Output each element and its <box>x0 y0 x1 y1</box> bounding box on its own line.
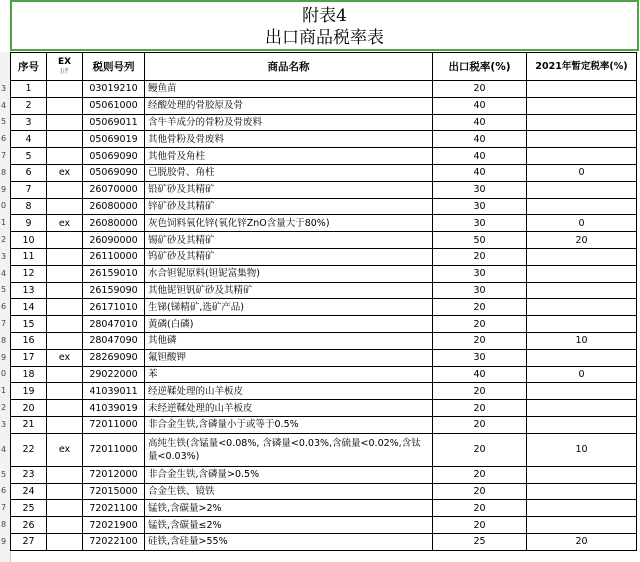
cell-ex[interactable] <box>47 416 83 433</box>
row-number[interactable]: 5 <box>1 469 7 479</box>
cell-name[interactable]: 经逆鞣处理的山羊板皮 <box>145 383 433 400</box>
table-row <box>11 282 637 299</box>
cell-rate[interactable]: 20 <box>433 416 527 433</box>
cell-name[interactable]: 氟钽酸钾 <box>145 349 433 366</box>
row-number[interactable]: 5 <box>1 117 7 127</box>
cell-seq[interactable]: 4 <box>11 131 47 148</box>
cell-ex[interactable] <box>47 383 83 400</box>
cell-code[interactable]: 26070000 <box>83 181 145 198</box>
cell-temp-rate[interactable]: 20 <box>527 533 637 550</box>
cell-temp-rate[interactable] <box>527 131 637 148</box>
cell-seq[interactable]: 16 <box>11 332 47 349</box>
table-row <box>11 517 637 534</box>
cell-temp-rate[interactable]: 20 <box>527 232 637 249</box>
row-number[interactable]: 1 <box>1 386 7 396</box>
cell-rate[interactable]: 30 <box>433 265 527 282</box>
table-row <box>11 466 637 483</box>
table-row <box>11 299 637 316</box>
cell-rate[interactable]: 40 <box>433 114 527 131</box>
table-row <box>11 164 637 181</box>
row-number[interactable]: 5 <box>1 285 7 295</box>
cell-rate[interactable]: 20 <box>433 81 527 98</box>
cell-seq[interactable]: 18 <box>11 366 47 383</box>
cell-seq[interactable]: 14 <box>11 299 47 316</box>
cell-rate[interactable]: 25 <box>433 533 527 550</box>
cell-ex[interactable]: ex <box>47 433 83 466</box>
cell-code[interactable]: 05061000 <box>83 97 145 114</box>
row-number[interactable]: 9 <box>1 536 7 546</box>
cell-name[interactable]: 合金生铁、镜铁 <box>145 483 433 500</box>
table-row <box>11 400 637 417</box>
cell-code[interactable]: 28047090 <box>83 332 145 349</box>
table-row <box>11 332 637 349</box>
cell-name[interactable]: 其他磷 <box>145 332 433 349</box>
cell-seq[interactable]: 19 <box>11 383 47 400</box>
table-row <box>11 533 637 550</box>
cell-rate[interactable]: 30 <box>433 349 527 366</box>
table-row <box>11 483 637 500</box>
cell-rate[interactable]: 40 <box>433 97 527 114</box>
cell-ex[interactable] <box>47 500 83 517</box>
row-number[interactable]: 9 <box>1 184 7 194</box>
row-number[interactable]: 4 <box>1 444 7 454</box>
cell-name[interactable]: 含牛羊成分的骨粉及骨废料 <box>145 114 433 131</box>
cell-temp-rate[interactable] <box>527 500 637 517</box>
table-row <box>11 500 637 517</box>
cell-rate[interactable]: 20 <box>433 332 527 349</box>
cell-name[interactable]: 生锑(锑精矿,选矿产品) <box>145 299 433 316</box>
cell-seq[interactable]: 13 <box>11 282 47 299</box>
cell-rate[interactable]: 40 <box>433 148 527 165</box>
cell-code[interactable]: 72012000 <box>83 466 145 483</box>
cell-code[interactable]: 26159010 <box>83 265 145 282</box>
cell-ex[interactable] <box>47 198 83 215</box>
cell-name[interactable]: 其他骨及角柱 <box>145 148 433 165</box>
table-row <box>11 181 637 198</box>
cell-name[interactable]: 非合金生铁,含磷量>0.5% <box>145 466 433 483</box>
cell-name[interactable]: 其他铌钽钒矿砂及其精矿 <box>145 282 433 299</box>
cell-code[interactable]: 72021900 <box>83 517 145 534</box>
cell-temp-rate[interactable] <box>527 400 637 417</box>
row-number[interactable]: 7 <box>1 503 7 513</box>
row-number[interactable]: 8 <box>1 167 7 177</box>
cell-ex[interactable] <box>47 332 83 349</box>
cell-seq[interactable]: 8 <box>11 198 47 215</box>
cell-code[interactable]: 41039011 <box>83 383 145 400</box>
cell-temp-rate[interactable]: 0 <box>527 164 637 181</box>
table-row <box>11 265 637 282</box>
cell-rate[interactable]: 30 <box>433 198 527 215</box>
cell-name[interactable]: 铅矿砂及其精矿 <box>145 181 433 198</box>
row-number[interactable]: 2 <box>1 235 7 245</box>
cell-temp-rate[interactable] <box>527 248 637 265</box>
cell-rate[interactable]: 20 <box>433 483 527 500</box>
cell-code[interactable]: 03019210 <box>83 81 145 98</box>
cell-name[interactable]: 其他骨粉及骨废料 <box>145 131 433 148</box>
cell-code[interactable]: 05069090 <box>83 164 145 181</box>
cell-temp-rate[interactable]: 0 <box>527 215 637 232</box>
cell-seq[interactable]: 22 <box>11 433 47 466</box>
cell-temp-rate[interactable]: 10 <box>527 332 637 349</box>
cell-rate[interactable]: 30 <box>433 181 527 198</box>
cell-rate[interactable]: 20 <box>433 316 527 333</box>
cell-ex[interactable] <box>47 148 83 165</box>
cell-name[interactable]: 灰色饲料氧化锌(氧化锌ZnO含量大于80%) <box>145 215 433 232</box>
cell-seq[interactable]: 17 <box>11 349 47 366</box>
cell-ex[interactable] <box>47 533 83 550</box>
cell-rate[interactable]: 30 <box>433 215 527 232</box>
table-row <box>11 416 637 433</box>
cell-seq[interactable]: 1 <box>11 81 47 98</box>
cell-seq[interactable]: 23 <box>11 466 47 483</box>
cell-code[interactable]: 26110000 <box>83 248 145 265</box>
cell-rate[interactable]: 40 <box>433 164 527 181</box>
cell-ex[interactable]: ex <box>47 215 83 232</box>
cell-ex[interactable]: ex <box>47 349 83 366</box>
cell-temp-rate[interactable] <box>527 517 637 534</box>
table-row <box>11 433 637 466</box>
cell-code[interactable]: 72021100 <box>83 500 145 517</box>
table-title: 出口商品税率表 <box>265 28 384 48</box>
cell-seq[interactable]: 2 <box>11 97 47 114</box>
appendix-label: 附表4 <box>302 6 347 26</box>
cell-ex[interactable] <box>47 366 83 383</box>
table-row <box>11 114 637 131</box>
cell-rate[interactable]: 20 <box>433 248 527 265</box>
row-number[interactable]: 7 <box>1 151 7 161</box>
cell-code[interactable]: 72022100 <box>83 533 145 550</box>
table-row <box>11 349 637 366</box>
cell-name[interactable]: 硅铁,含硅量>55% <box>145 533 433 550</box>
cell-temp-rate[interactable] <box>527 416 637 433</box>
cell-seq[interactable]: 9 <box>11 215 47 232</box>
header-name[interactable]: 商品名称 <box>145 53 433 81</box>
cell-temp-rate[interactable] <box>527 316 637 333</box>
cell-ex[interactable] <box>47 299 83 316</box>
cell-code[interactable]: 26090000 <box>83 232 145 249</box>
table-row <box>11 383 637 400</box>
cell-seq[interactable]: 24 <box>11 483 47 500</box>
cell-rate[interactable]: 40 <box>433 366 527 383</box>
cell-ex[interactable] <box>47 483 83 500</box>
cell-ex[interactable] <box>47 81 83 98</box>
row-number[interactable]: 8 <box>1 520 7 530</box>
cell-ex[interactable] <box>47 181 83 198</box>
cell-temp-rate[interactable] <box>527 265 637 282</box>
cell-name[interactable]: 鳗鱼苗 <box>145 81 433 98</box>
cell-temp-rate[interactable] <box>527 181 637 198</box>
cell-temp-rate[interactable] <box>527 466 637 483</box>
cell-rate[interactable]: 20 <box>433 500 527 517</box>
row-number[interactable]: 6 <box>1 486 7 496</box>
header-rate[interactable]: 出口税率(%) <box>433 53 527 81</box>
table-row <box>11 232 637 249</box>
table-row <box>11 97 637 114</box>
cell-temp-rate[interactable] <box>527 349 637 366</box>
cell-name[interactable]: 经酸处理的骨胶原及骨 <box>145 97 433 114</box>
cell-seq[interactable]: 12 <box>11 265 47 282</box>
row-number[interactable]: 6 <box>1 134 7 144</box>
cell-name[interactable]: 已脱胶骨、角柱 <box>145 164 433 181</box>
header-seq[interactable]: 序号 <box>11 53 47 81</box>
row-number[interactable]: 3 <box>1 251 7 261</box>
row-number[interactable]: 8 <box>1 335 7 345</box>
cell-code[interactable]: 41039019 <box>83 400 145 417</box>
cell-rate[interactable]: 20 <box>433 466 527 483</box>
cell-seq[interactable]: 6 <box>11 164 47 181</box>
header-ex[interactable] <box>47 53 83 81</box>
cell-name[interactable]: 锰铁,含碳量≤2% <box>145 517 433 534</box>
header-ex-sub: [评 <box>60 67 69 75</box>
header-ex-label: EX <box>57 56 72 67</box>
cell-temp-rate[interactable] <box>527 198 637 215</box>
row-number[interactable]: 1 <box>1 218 7 228</box>
cell-temp-rate[interactable]: 0 <box>527 366 637 383</box>
cell-temp-rate[interactable] <box>527 299 637 316</box>
cell-seq[interactable]: 7 <box>11 181 47 198</box>
row-number[interactable]: 4 <box>1 268 7 278</box>
cell-rate[interactable]: 50 <box>433 232 527 249</box>
row-number[interactable]: 0 <box>1 201 7 211</box>
row-number[interactable]: 7 <box>1 319 7 329</box>
cell-code[interactable]: 28047010 <box>83 316 145 333</box>
table-row <box>11 81 637 98</box>
table-row <box>11 366 637 383</box>
row-number[interactable]: 0 <box>1 369 7 379</box>
cell-code[interactable]: 05069019 <box>83 131 145 148</box>
cell-code[interactable]: 05069011 <box>83 114 145 131</box>
cell-code[interactable]: 72015000 <box>83 483 145 500</box>
cell-name[interactable]: 水合钽铌原料(钽铌富集物) <box>145 265 433 282</box>
cell-seq[interactable]: 10 <box>11 232 47 249</box>
cell-ex[interactable] <box>47 517 83 534</box>
cell-rate[interactable]: 40 <box>433 131 527 148</box>
table-row <box>11 316 637 333</box>
cell-code[interactable]: 05069090 <box>83 148 145 165</box>
cell-seq[interactable]: 26 <box>11 517 47 534</box>
cell-seq[interactable]: 11 <box>11 248 47 265</box>
table-row <box>11 198 637 215</box>
cell-temp-rate[interactable] <box>527 114 637 131</box>
cell-temp-rate[interactable] <box>527 483 637 500</box>
row-number[interactable]: 4 <box>1 100 7 110</box>
cell-name[interactable]: 非合金生铁,含磷量小于或等于0.5% <box>145 416 433 433</box>
row-number[interactable]: 2 <box>1 403 7 413</box>
cell-ex[interactable] <box>47 248 83 265</box>
row-number[interactable]: 9 <box>1 352 7 362</box>
cell-ex[interactable] <box>47 316 83 333</box>
cell-code[interactable]: 72011000 <box>83 433 145 466</box>
cell-ex[interactable] <box>47 97 83 114</box>
cell-ex[interactable] <box>47 400 83 417</box>
cell-temp-rate[interactable] <box>527 148 637 165</box>
cell-temp-rate[interactable]: 10 <box>527 433 637 466</box>
cell-temp-rate[interactable] <box>527 97 637 114</box>
cell-ex[interactable] <box>47 265 83 282</box>
cell-temp-rate[interactable] <box>527 282 637 299</box>
cell-ex[interactable] <box>47 232 83 249</box>
cell-rate[interactable]: 20 <box>433 299 527 316</box>
cell-code[interactable]: 26159090 <box>83 282 145 299</box>
cell-name[interactable]: 苯 <box>145 366 433 383</box>
cell-rate[interactable]: 20 <box>433 433 527 466</box>
cell-name[interactable]: 钨矿砂及其精矿 <box>145 248 433 265</box>
cell-seq[interactable]: 15 <box>11 316 47 333</box>
cell-temp-rate[interactable] <box>527 383 637 400</box>
cell-name[interactable]: 高纯生铁(含锰量<0.08%, 含磷量<0.03%,含硫量<0.02%,含钛量<0.03%) <box>145 433 433 466</box>
row-number[interactable]: 3 <box>1 419 7 429</box>
cell-rate[interactable]: 20 <box>433 517 527 534</box>
cell-name[interactable]: 黄磷(白磷) <box>145 316 433 333</box>
cell-ex[interactable] <box>47 114 83 131</box>
export-tariff-table <box>10 52 637 551</box>
cell-temp-rate[interactable] <box>527 81 637 98</box>
cell-code[interactable]: 72011000 <box>83 416 145 433</box>
cell-code[interactable]: 29022000 <box>83 366 145 383</box>
cell-ex[interactable] <box>47 131 83 148</box>
cell-seq[interactable]: 25 <box>11 500 47 517</box>
cell-name[interactable]: 锌矿砂及其精矿 <box>145 198 433 215</box>
cell-code[interactable]: 28269090 <box>83 349 145 366</box>
table-row <box>11 131 637 148</box>
cell-rate[interactable]: 30 <box>433 282 527 299</box>
table-row <box>11 215 637 232</box>
cell-ex[interactable]: ex <box>47 164 83 181</box>
cell-ex[interactable] <box>47 282 83 299</box>
cell-rate[interactable]: 20 <box>433 400 527 417</box>
cell-name[interactable]: 未经逆鞣处理的山羊板皮 <box>145 400 433 417</box>
row-number[interactable]: 6 <box>1 302 7 312</box>
cell-code[interactable]: 26080000 <box>83 198 145 215</box>
cell-seq[interactable]: 3 <box>11 114 47 131</box>
cell-name[interactable]: 锡矿砂及其精矿 <box>145 232 433 249</box>
cell-seq[interactable]: 20 <box>11 400 47 417</box>
title-cell[interactable] <box>10 0 639 51</box>
cell-code[interactable]: 26080000 <box>83 215 145 232</box>
cell-seq[interactable]: 27 <box>11 533 47 550</box>
cell-name[interactable]: 锰铁,含碳量>2% <box>145 500 433 517</box>
cell-rate[interactable]: 20 <box>433 383 527 400</box>
table-row <box>11 148 637 165</box>
cell-code[interactable]: 26171010 <box>83 299 145 316</box>
row-number[interactable]: 3 <box>1 83 7 93</box>
cell-seq[interactable]: 21 <box>11 416 47 433</box>
header-code[interactable]: 税则号列 <box>83 53 145 81</box>
cell-ex[interactable] <box>47 466 83 483</box>
table-body <box>11 81 637 551</box>
header-temp-rate[interactable]: 2021年暂定税率(%) <box>527 53 637 81</box>
cell-seq[interactable]: 5 <box>11 148 47 165</box>
header-row <box>11 53 637 81</box>
table-row <box>11 248 637 265</box>
